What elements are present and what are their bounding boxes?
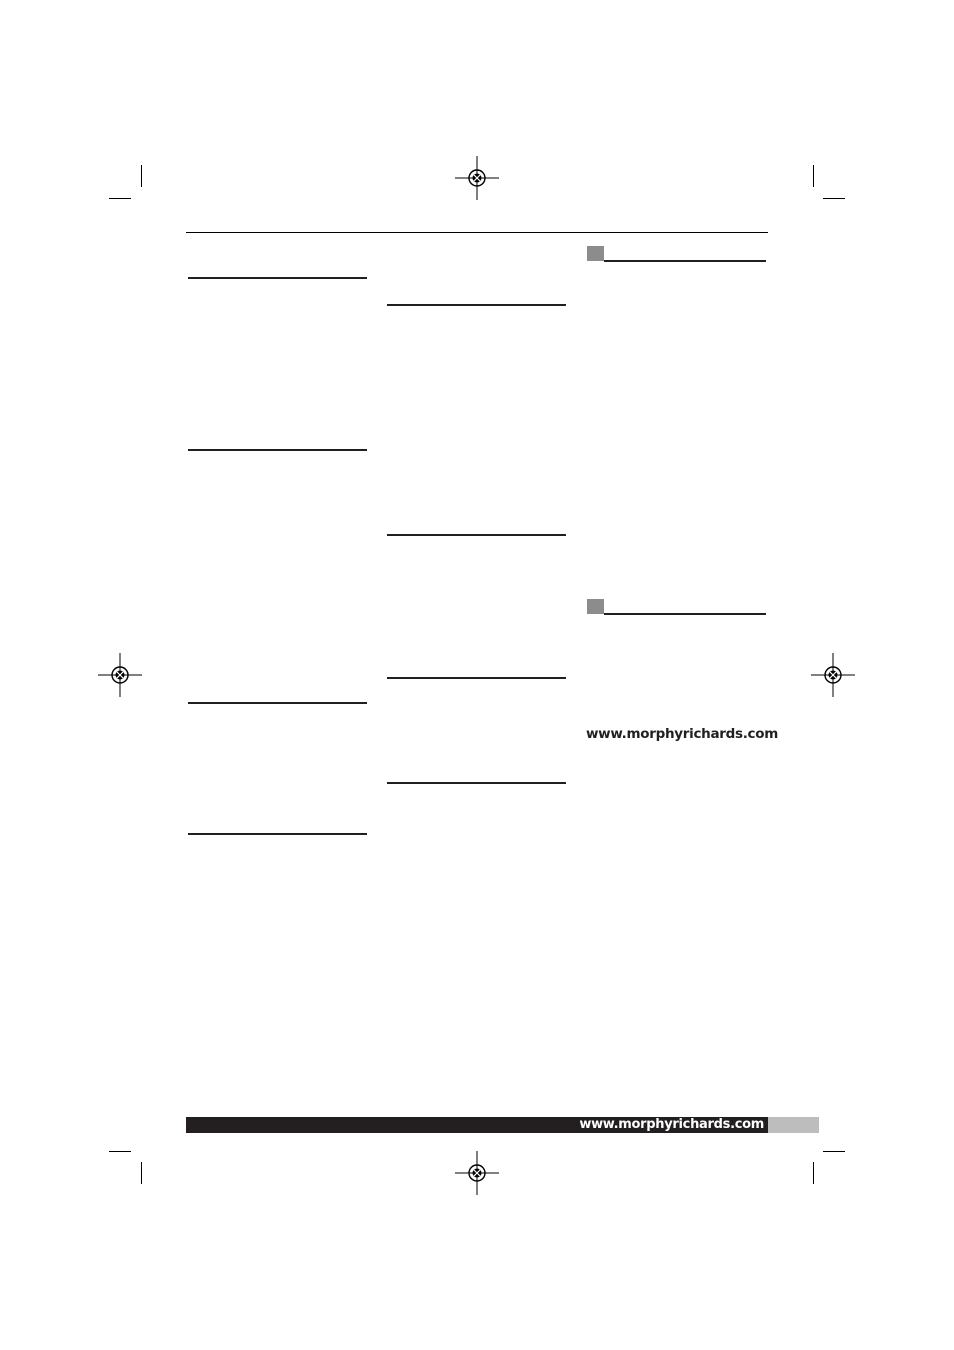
- registration-crosshair-icon: [455, 1151, 499, 1195]
- crop-mark-top-right-horizontal: [823, 198, 845, 199]
- middle-section-rule: [387, 304, 566, 306]
- right-section-rule: [604, 613, 766, 615]
- left-section-rule: [188, 702, 367, 704]
- crop-mark-top-right-vertical: [813, 165, 814, 187]
- footer-bar: [186, 1117, 768, 1133]
- middle-section-rule: [387, 677, 566, 679]
- right-section-rule: [604, 260, 766, 262]
- registration-crosshair-icon: [455, 156, 499, 200]
- crop-mark-top-left-horizontal: [109, 198, 131, 199]
- crop-mark-top-left-vertical: [141, 165, 142, 187]
- section-marker: [587, 246, 604, 261]
- section-marker: [587, 599, 604, 614]
- footer-page-tab: [768, 1117, 819, 1133]
- website-link[interactable]: www.morphyrichards.com: [586, 726, 778, 742]
- crop-mark-bottom-right-horizontal: [823, 1151, 845, 1152]
- left-section-rule: [188, 277, 367, 279]
- registration-crosshair-icon: [98, 653, 142, 697]
- header-rule: [186, 232, 768, 233]
- crop-mark-bottom-right-vertical: [813, 1162, 814, 1184]
- crop-mark-bottom-left-horizontal: [109, 1151, 131, 1152]
- left-section-rule: [188, 833, 367, 835]
- left-section-rule: [188, 449, 367, 451]
- middle-section-rule: [387, 782, 566, 784]
- middle-section-rule: [387, 534, 566, 536]
- crop-mark-bottom-left-vertical: [141, 1162, 142, 1184]
- registration-crosshair-icon: [811, 653, 855, 697]
- footer-website-link[interactable]: www.morphyrichards.com: [579, 1117, 764, 1132]
